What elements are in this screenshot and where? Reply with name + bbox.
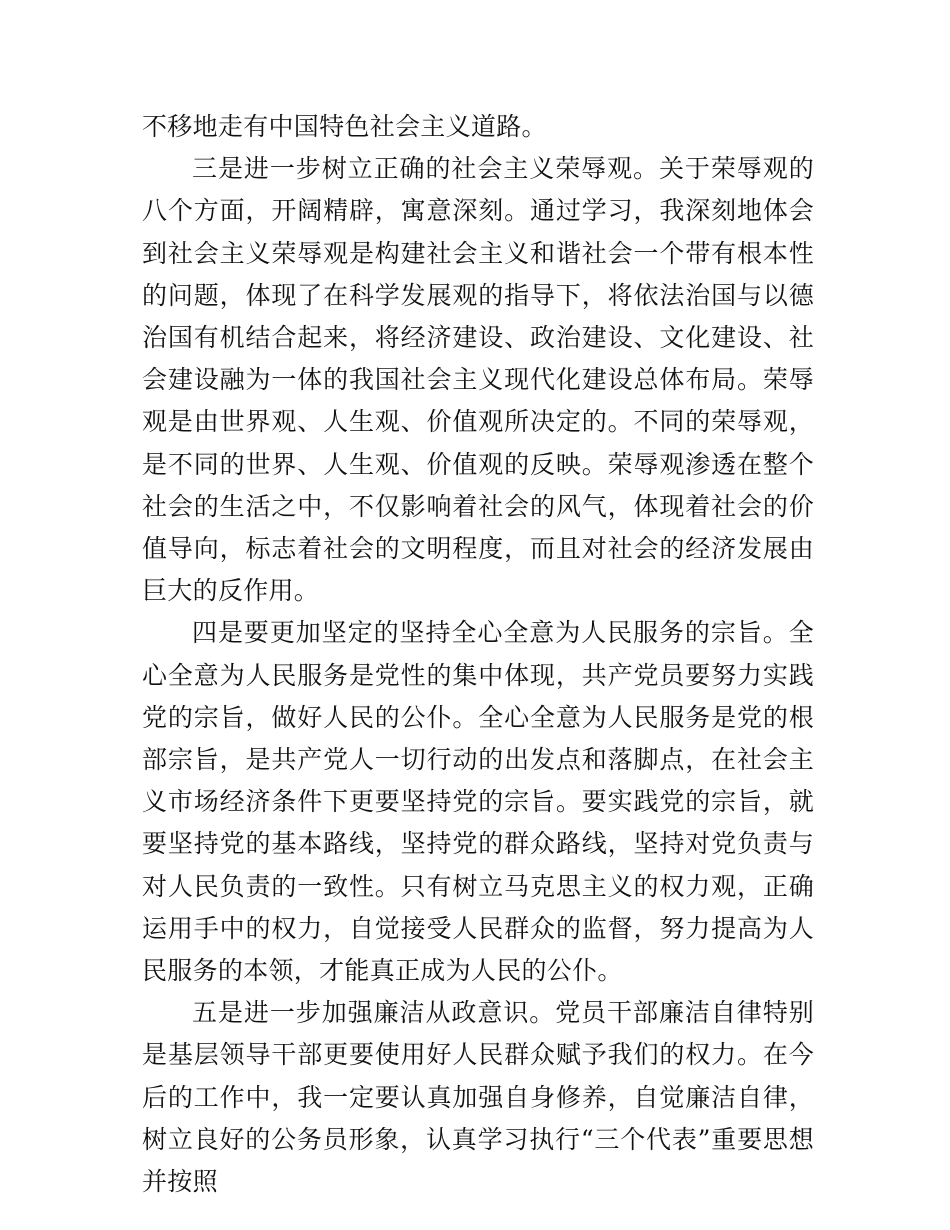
paragraph-integrity-awareness: 五是进一步加强廉洁从政意识。党员干部廉洁自律特别是基层领导干部更要使用好人民群众赋予我们的权力。在今后的工作中，我一定要认真加强自身修养，自觉廉洁自律，树立良好的公务员形象，认真学习执行“三个代表”重要思想并按照 [142, 998, 814, 1197]
paragraph-serve-the-people: 四是要更加坚定的坚持全心全意为人民服务的宗旨。全心全意为人民服务是党性的集中体现，共产党员要努力实践党的宗旨，做好人民的公仆。全心全意为人民服务是党的根部宗旨，是共产党人一切行动的出发点和落脚点，在社会主义市场经济条件下更要坚持党的宗旨。要实践党的宗旨，就要坚持党的基本路线，坚持党的群众路线，坚持对党负责与对人民负责的一致性。只有树立马克思主义的权力观，正确运用手中的权力，自觉接受人民群众的监督，努力提高为人民服务的本领，才能真正成为人民的公仆。 [142, 618, 814, 986]
paragraph-honor-disgrace-view: 三是进一步树立正确的社会主义荣辱观。关于荣辱观的八个方面，开阔精辟，寓意深刻。通过学习，我深刻地体会到社会主义荣辱观是构建社会主义和谐社会一个带有根本性的问题，体现了在科学发展观的指导下，将依法治国与以德治国有机结合起来，将经济建设、政治建设、文化建设、社会建设融为一体的我国社会主义现代化建设总体布局。荣辱观是由世界观、人生观、价值观所决定的。不同的荣辱观，是不同的世界、人生观、价值观的反映。荣辱观渗透在整个社会的生活之中，不仅影响着社会的风气，体现着社会的价值导向，标志着社会的文明程度，而且对社会的经济发展由巨大的反作用。 [142, 154, 814, 606]
paragraph-continuation: 不移地走有中国特色社会主义道路。 [142, 112, 547, 141]
document-body [142, 106, 814, 1203]
